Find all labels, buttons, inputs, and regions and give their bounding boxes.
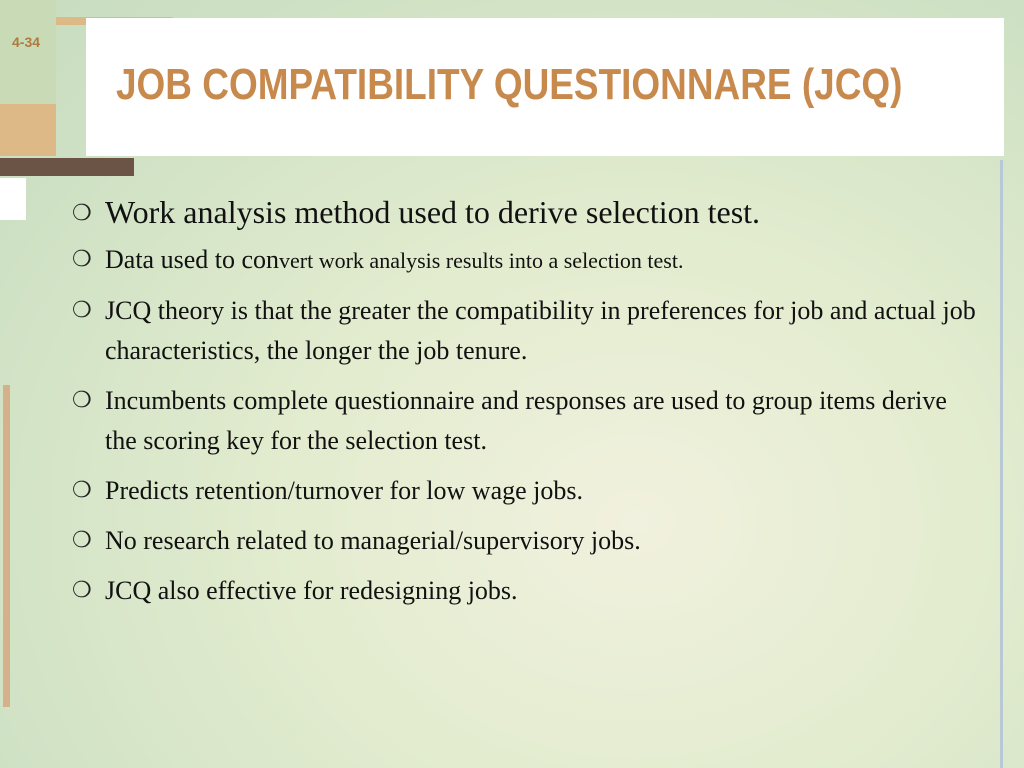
deco-white-block xyxy=(0,178,26,220)
bullet-item xyxy=(72,291,982,371)
deco-tan-block xyxy=(0,104,56,156)
title-box xyxy=(86,18,1004,156)
bullet-item xyxy=(72,192,982,232)
bullet-item xyxy=(72,240,982,281)
bullet-circle-icon: ❍ xyxy=(72,528,92,553)
slide-number: 4-34 xyxy=(12,34,41,50)
bullet-item xyxy=(72,381,982,461)
bullet-text: JCQ theory is that the greater the compatibility in preferences for job and actual job characteristics, the longer the job tenure. xyxy=(105,296,976,365)
bullet-circle-icon: ❍ xyxy=(72,247,92,272)
deco-tan-vertical-line xyxy=(3,385,10,707)
bullet-text-small: vert work analysis results into a selection test. xyxy=(279,248,684,273)
deco-light-square xyxy=(0,0,56,108)
bullet-item xyxy=(72,521,982,561)
slide-title: JOB COMPATIBILITY QUESTIONNARE (JCQ) xyxy=(116,60,903,109)
bullet-circle-icon: ❍ xyxy=(72,388,92,413)
bullet-circle-icon: ❍ xyxy=(72,201,92,226)
bullet-item xyxy=(72,471,982,511)
right-divider xyxy=(1000,160,1003,768)
bullet-circle-icon: ❍ xyxy=(72,298,92,323)
bullet-text: Data used to con xyxy=(105,245,280,274)
bullet-list xyxy=(72,192,982,621)
bullet-text: No research related to managerial/supervisory jobs. xyxy=(105,526,641,555)
bullet-text: JCQ also effective for redesigning jobs. xyxy=(105,576,518,605)
bullet-text: Incumbents complete questionnaire and responses are used to group items derive the scoring key for the selection test. xyxy=(105,386,947,455)
bullet-circle-icon: ❍ xyxy=(72,478,92,503)
bullet-text: Work analysis method used to derive selection test. xyxy=(105,194,761,230)
bullet-text: Predicts retention/turnover for low wage jobs. xyxy=(105,476,583,505)
deco-brown-bar xyxy=(0,158,134,176)
bullet-circle-icon: ❍ xyxy=(72,578,92,603)
bullet-item xyxy=(72,571,982,611)
